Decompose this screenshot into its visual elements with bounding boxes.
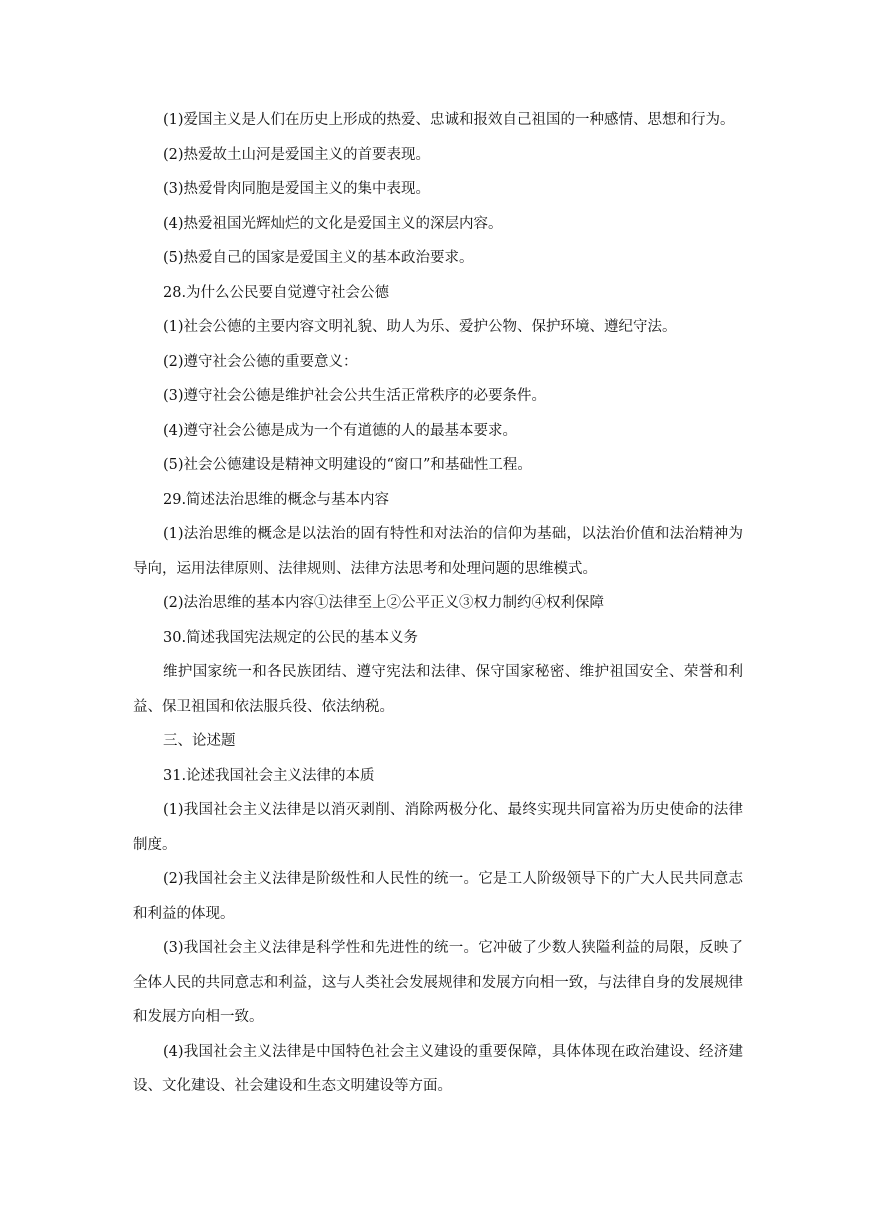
paragraph: (5)社会公德建设是精神文明建设的“窗口”和基础性工程。 — [163, 457, 532, 473]
paragraph: (2)法治思维的基本内容①法律至上②公平正义③权力制约④权利保障 — [163, 595, 605, 611]
paragraph: (4)遵守社会公德是成为一个有道德的人的最基本要求。 — [163, 422, 518, 439]
paragraph: (2)遵守社会公德的重要意义： — [163, 353, 358, 370]
paragraph: (3)遵守社会公德是维护社会公共生活正常秩序的必要条件。 — [163, 388, 547, 404]
paragraph: (3)我国社会主义法律是科学性和先进性的统一。它冲破了少数人狭隘利益的局限，反映了全体人民的共同意志和利益，这与人类社会发展规律和发展方向相一致，与法律自身的发展规律和发展方向相一致。 — [133, 940, 743, 1025]
paragraph: (1)爱国主义是人们在历史上形成的热爱、忠诚和报效自己祖国的一种感情、思想和行为。 — [163, 112, 735, 128]
section-heading: 三、论述题 — [163, 733, 236, 749]
paragraph: (4)热爱祖国光辉灿烂的文化是爱国主义的深层内容。 — [163, 215, 503, 232]
paragraph: 维护国家统一和各民族团结、遵守宪法和法律、保守国家秘密、维护祖国安全、荣誉和利益、保卫祖国和依法服兵役、依法纳税。 — [133, 664, 743, 715]
paragraph: (1)法治思维的概念是以法治的固有特性和对法治的信仰为基础，以法治价值和法治精神为导向，运用法律原则、法律规则、法律方法思考和处理问题的思维模式。 — [133, 526, 743, 577]
question-heading: 28.为什么公民要自觉遵守社会公德 — [163, 284, 390, 301]
paragraph: (1)社会公德的主要内容文明礼貌、助人为乐、爱护公物、保护环境、遵纪守法。 — [163, 319, 677, 335]
paragraph: (2)热爱故土山河是爱国主义的首要表现。 — [163, 146, 431, 163]
paragraph: (4)我国社会主义法律是中国特色社会主义建设的重要保障，具体体现在政治建设、经济建设、文化建设、社会建设和生态文明建设等方面。 — [133, 1043, 743, 1094]
paragraph: (3)热爱骨肉同胞是爱国主义的集中表现。 — [163, 181, 431, 197]
paragraph: (2)我国社会主义法律是阶级性和人民性的统一。它是工人阶级领导下的广大人民共同意志和利益的体现。 — [133, 871, 743, 922]
question-heading: 29.简述法治思维的概念与基本内容 — [163, 491, 390, 508]
question-heading: 30.简述我国宪法规定的公民的基本义务 — [163, 629, 419, 646]
paragraph: (1)我国社会主义法律是以消灭剥削、消除两极分化、最终实现共同富裕为历史使命的法律制度。 — [133, 802, 743, 853]
paragraph: (5)热爱自己的国家是爱国主义的基本政治要求。 — [163, 250, 474, 266]
document-page — [133, 103, 743, 1104]
question-heading: 31.论述我国社会主义法律的本质 — [163, 767, 375, 784]
